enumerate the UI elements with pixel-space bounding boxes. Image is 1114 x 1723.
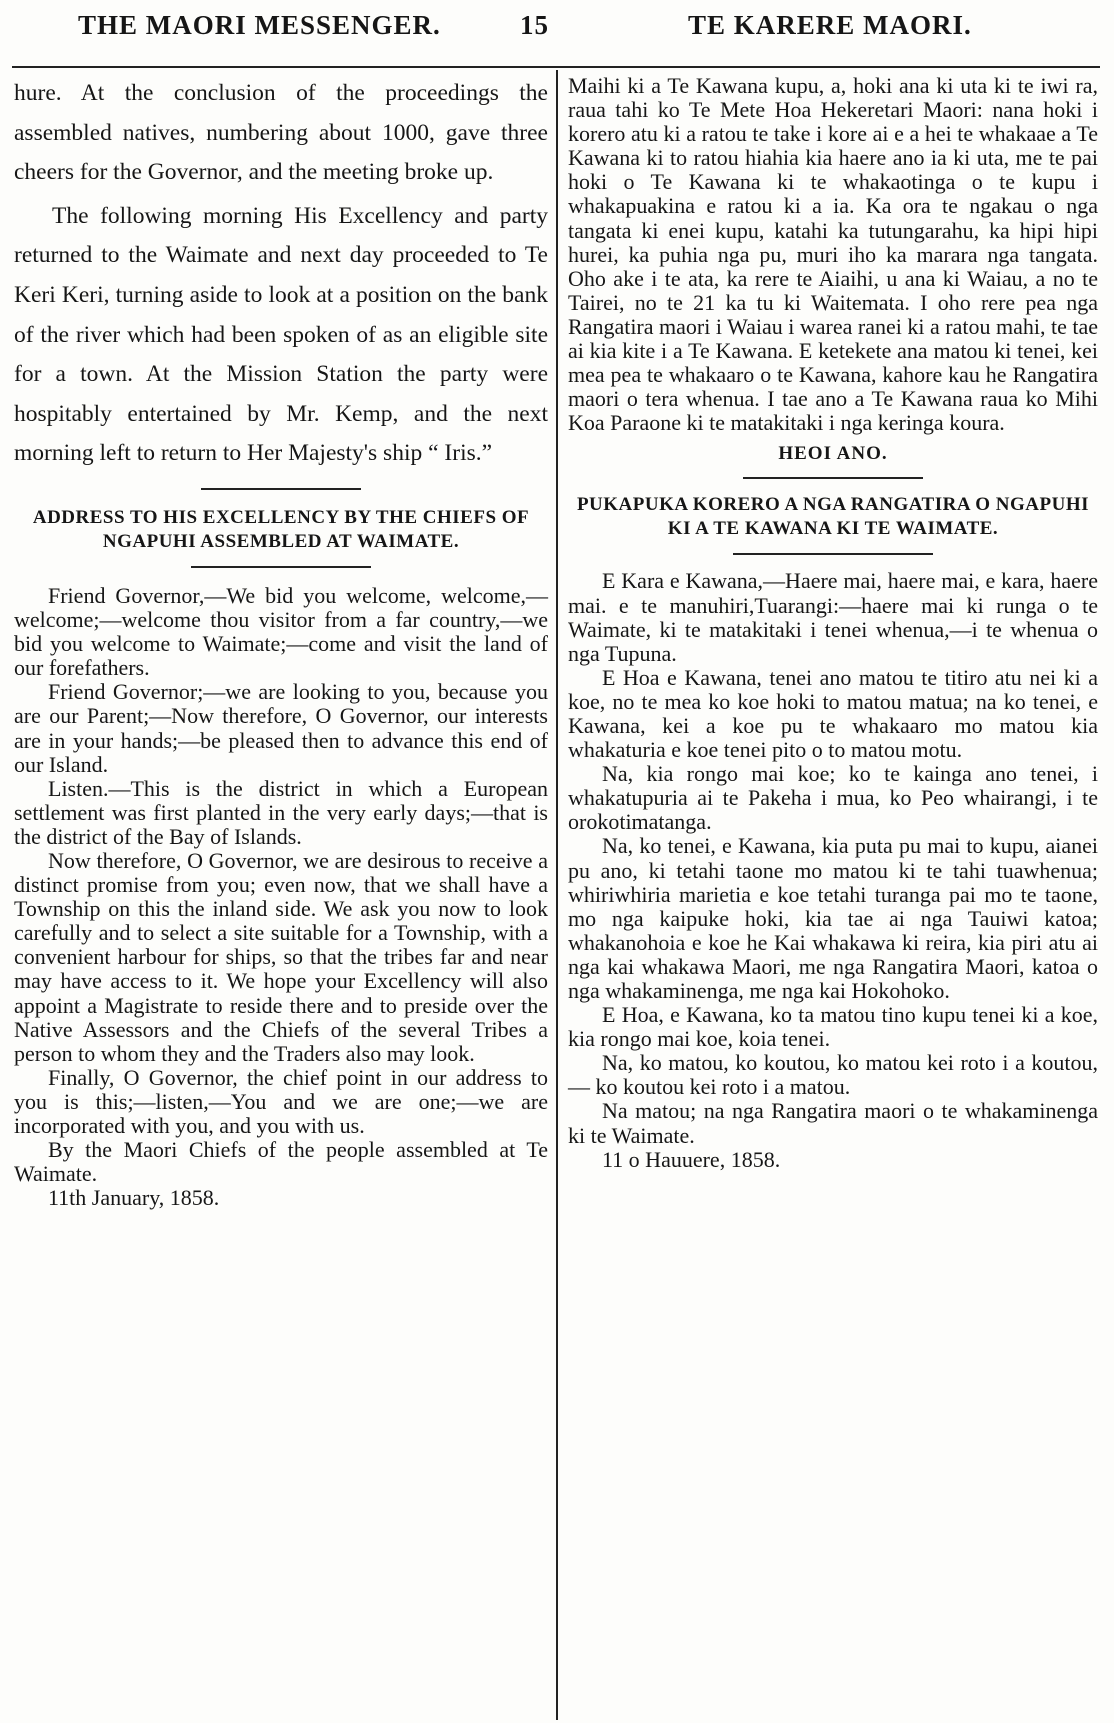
header-rule (12, 66, 1100, 68)
narrative-paragraph: The following morning His Excellency and party returned to the Waimate and next day proceeded to Te Keri Keri, turning aside to look at a position on the bank of the river which had been spoken of as an eligible site for a town. At the Mission Station the party were hospitably entertained by Mr. Kemp, and the next morning left to return to Her Majesty's ship “ Iris.” (14, 202, 548, 467)
column-divider (556, 70, 558, 1720)
maori-column (568, 74, 1098, 1172)
address-paragraph: Now therefore, O Governor, we are desirous to receive a distinct promise from you; even now, that we shall have a Township on this the inland side. We ask you now to look carefully and to select a site suitable for a Township, with a convenient harbour for ships, so that the tribes far and near may have access to it. We hope your Excellency will also appoint a Magistrate to reside there and to preside over the Native Assessors and the Chiefs of the several Tribes a person to whom they and the Traders also may look. (14, 847, 548, 1066)
address-paragraph: Na, ko matou, ko koutou, ko matou kei roto i a koutou,— ko koutou kei roto i a matou. (568, 1050, 1098, 1100)
section-rule (743, 477, 923, 479)
address-heading: PUKAPUKA KORERO A NGA RANGATIRA O NGAPUHI KI A TE KAWANA KI TE WAIMATE. (576, 494, 1090, 540)
address-heading: ADDRESS TO HIS EXCELLENCY BY THE CHIEFS OF NGAPUHI ASSEMBLED AT WAIMATE. (32, 506, 530, 552)
address-paragraph: E Hoa, e Kawana, ko ta matou tino kupu tenei ki a koe, kia rongo mai koe, koia tenei. (568, 1002, 1098, 1052)
section-rule (201, 488, 361, 490)
address-paragraph: E Hoa e Kawana, tenei ano matou te titiro atu nei ki a koe, no te mea ko koe hoki to matou matua; na ko tenei, e Kawana, kei a koe pu te whakaaro mo matou kia whakaturia e koe tenei pito o to matou motu. (568, 664, 1098, 763)
page-number: 15 (520, 10, 549, 40)
address-paragraph: Finally, O Governor, the chief point in our address to you is this;—listen,—You and we are one;—we are incorporated with you, and you with us. (14, 1064, 548, 1138)
page-header (0, 4, 1114, 52)
english-column (14, 74, 548, 1210)
signature-line: By the Maori Chiefs of the people assembled at Te Waimate. (14, 1137, 548, 1187)
maori-masthead: TE KARERE MAORI. (688, 10, 972, 40)
address-paragraph: Listen.—This is the district in which a European settlement was first planted in the very early days;—that is the district of the Bay of Islands. (14, 775, 548, 849)
address-paragraph: E Kara e Kawana,—Haere mai, haere mai, e kara, haere mai. e te manuhiri,Tuarangi:—haere mai ki runga o te Waimate, ki te matakitaki i tenei whenua,—i te whenua o nga Tupuna. (568, 568, 1098, 666)
address-paragraph: Na, ko tenei, e Kawana, kia puta pu mai to kupu, aianei pu ano, ki tetahi taone mo matou ki te tahi tuawhenua; whiriwhiria marietia e koe tetahi turanga pai mo te taone, mo nga kaipuke hoki, kia tae ai nga Tauiwi katoa; whakanohoia e koe he Kai whakawa ki reira, kia piri atu ai nga kai whakawa Maori, me nga Rangatira Maori, katoa o nga whakaminenga, me nga kai Hokohoko. (568, 833, 1098, 1003)
address-paragraph: Friend Governor;—we are looking to you, because you are our Parent;—Now therefore, O Governor, our interests are in your hands;—be pleased then to advance this end of our Island. (14, 679, 548, 777)
narrative-paragraph: Maihi ki a Te Kawana kupu, a, hoki ana ki uta ki te iwi ra, raua tahi ko Te Mete Hoa Hekeretari Maori: nana hoki i korero atu ki a ratou te take i kore ai e a hei te whakaae a Te Kawana ki to ratou hiahia kia haere ano ia ki uta, me te pai hoki o Te Kawana ki te whakaotinga o te kupu i whakapuakina e ratou ki a ia. Ka ora te ngakau o nga tangata ki enei kupu, katahi ka tutungarahu, ka hipi hipi hurei, ka puhia nga pu, muri iho ka marara nga tangata. Oho ake i te ata, ka rere te Aiaihi, u ana ki Waiau, a no te Tairei, no te 21 ka tu ki Waitemata. I oho rere pea nga Rangatira maori i Waiau i warea ranei ki a ratou mahi, te tae ai kia kite i a Te Kawana. E ketekete ana matou ki tenei, kei mea pea te whakaaro o te Kawana, kahore kau he Rangatira maori o tera whenua. I tae ano a Te Kawana raua ko Mihi Koa Paraone ki te matakitaki i nga keringa koura. (568, 73, 1098, 436)
english-masthead: THE MAORI MESSENGER. (78, 10, 441, 40)
narrative-paragraph: hure. At the conclusion of the proceedings the assembled natives, numbering about 1000, gave three cheers for the Governor, and the meeting broke up. (14, 80, 548, 186)
address-body (14, 584, 548, 1210)
end-mark: HEOI ANO. (778, 443, 888, 465)
section-rule (191, 566, 371, 568)
signature-line: Na matou; na nga Rangatira maori o te whakaminenga ki te Waimate. (568, 1098, 1098, 1148)
address-body (568, 569, 1098, 1171)
date-line: 11 o Hauuere, 1858. (602, 1146, 781, 1172)
section-rule (733, 553, 933, 555)
address-paragraph: Na, kia rongo mai koe; ko te kainga ano tenei, i whakatupuria ai te Pakeha i mua, ko Peo whairangi, i te orokotimatanga. (568, 761, 1098, 835)
date-line: 11th January, 1858. (48, 1185, 220, 1211)
address-paragraph: Friend Governor,—We bid you welcome, welcome,—welcome;—welcome thou visitor from a far country,—we bid you welcome to Waimate;—come and visit the land of our forefathers. (14, 582, 548, 681)
